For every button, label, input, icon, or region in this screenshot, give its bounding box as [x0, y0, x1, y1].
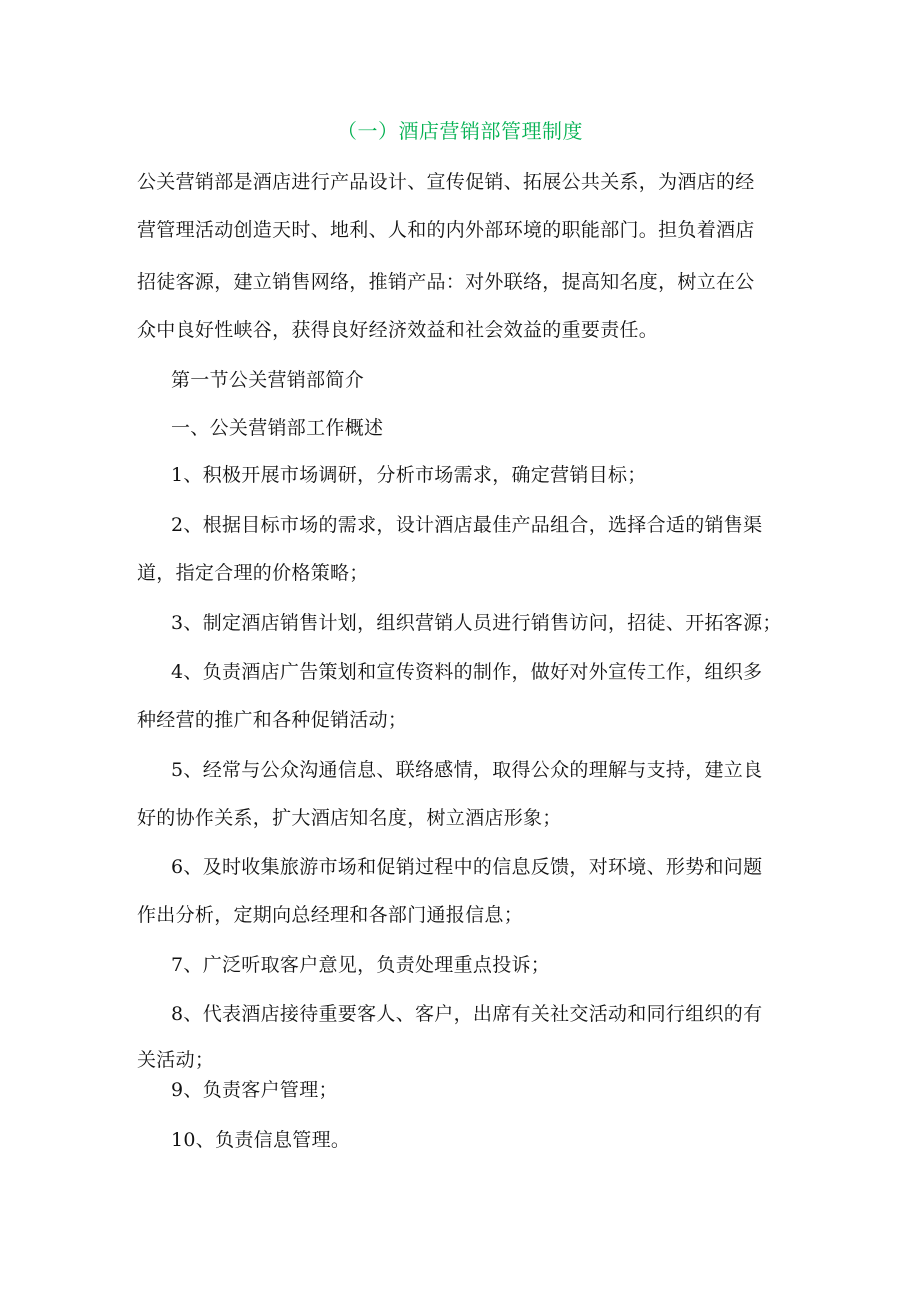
list-item: 5、经常与公众沟通信息、联络感情，取得公众的理解与支持，建立良 — [171, 759, 763, 781]
list-item-continuation: 关活动； — [137, 1049, 215, 1071]
list-item: 6、及时收集旅游市场和促销过程中的信息反馈，对环境、形势和问题 — [171, 856, 763, 878]
list-item-continuation: 作出分析，定期向总经理和各部门通报信息； — [137, 904, 524, 926]
list-item-continuation: 好的协作关系，扩大酒店知名度，树立酒店形象； — [137, 807, 562, 829]
list-item: 2、根据目标市场的需求，设计酒店最佳产品组合，选择合适的销售渠 — [171, 514, 763, 536]
intro-line: 公关营销部是酒店进行产品设计、宣传促销、拓展公共关系，为酒店的经 — [137, 171, 755, 193]
document-title: （一）酒店营销部管理制度 — [337, 119, 583, 143]
list-item: 4、负责酒店广告策划和宣传资料的制作，做好对外宣传工作，组织多 — [171, 661, 763, 683]
list-item-continuation: 种经营的推广和各种促销活动； — [137, 709, 408, 731]
intro-line: 众中良好性峡谷，获得良好经济效益和社会效益的重要责任。 — [137, 319, 659, 341]
list-item: 8、代表酒店接待重要客人、客户，出席有关社交活动和同行组织的有 — [171, 1003, 763, 1025]
intro-line: 招徒客源，建立销售网络，推销产品：对外联络，提高知名度，树立在公 — [137, 271, 755, 293]
list-item-continuation: 道，指定合理的价格策略； — [137, 562, 369, 584]
list-item: 10、负责信息管理。 — [171, 1129, 351, 1151]
list-item: 7、广泛听取客户意见，负责处理重点投诉； — [171, 954, 551, 976]
list-item: 3、制定酒店销售计划，组织营销人员进行销售访问，招徒、开拓客源； — [171, 612, 782, 634]
list-item: 1、积极开展市场调研，分析市场需求，确定营销目标； — [171, 464, 647, 486]
list-item: 9、负责客户管理； — [171, 1079, 338, 1101]
subsection-heading: 一、公关营销部工作概述 — [171, 417, 384, 439]
section-heading: 第一节公关营销部简介 — [171, 369, 365, 391]
intro-line: 营管理活动创造天时、地利、人和的内外部环境的职能部门。担负着酒店 — [137, 219, 755, 241]
